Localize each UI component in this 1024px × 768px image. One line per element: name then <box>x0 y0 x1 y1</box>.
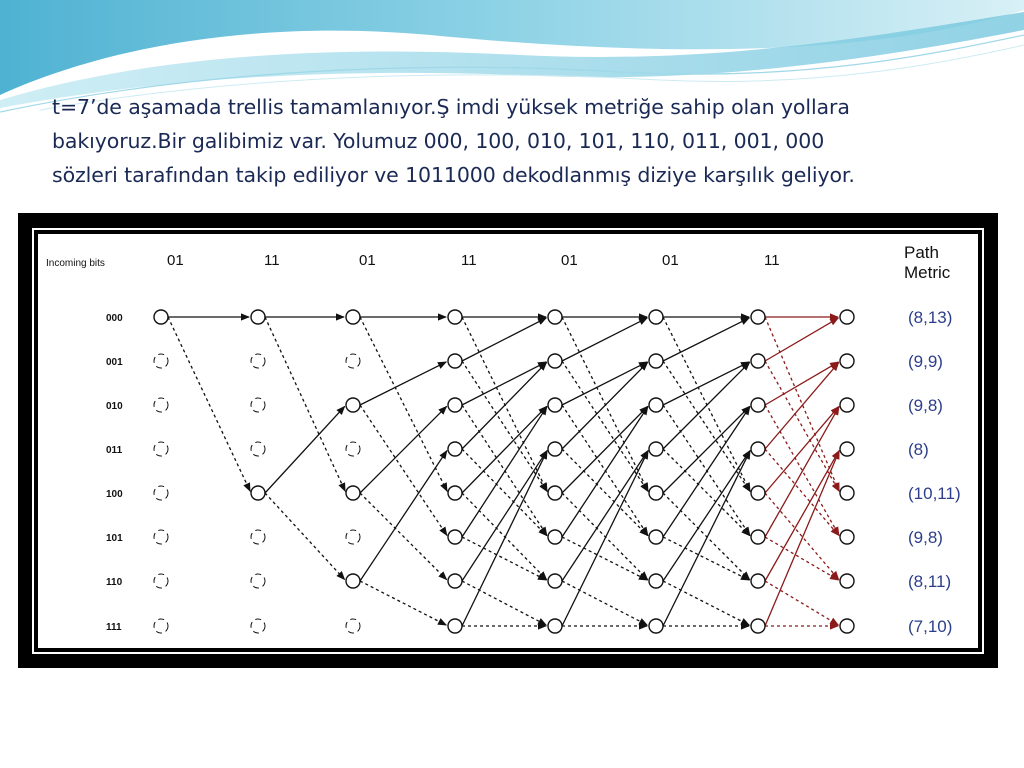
path-metric-110: (8,11) <box>908 572 952 591</box>
trellis-node-t7-s100 <box>840 486 854 500</box>
slide-text-line-2: bakıyoruz.Bir galibimiz var. Yolumuz 000, 100, 010, 101, 110, 011, 001, 000 <box>52 129 825 153</box>
state-label-110: 110 <box>106 577 123 588</box>
trellis-node-t3-s010 <box>448 398 462 412</box>
trellis-node-t1-s011 <box>251 442 265 456</box>
trellis-node-t4-s001 <box>548 354 562 368</box>
trellis-node-t4-s000 <box>548 310 562 324</box>
trellis-node-t7-s000 <box>840 310 854 324</box>
trellis-node-t4-s110 <box>548 574 562 588</box>
incoming-bit-3: 11 <box>461 252 477 269</box>
trellis-node-t4-s111 <box>548 619 562 633</box>
slide-text-line-3: sözleri tarafından takip ediliyor ve 1011000 dekodlanmış diziye karşılık geliyor. <box>52 163 855 187</box>
trellis-node-t1-s000 <box>251 310 265 324</box>
trellis-node-t6-s100 <box>751 486 765 500</box>
trellis-node-t7-s010 <box>840 398 854 412</box>
trellis-node-t1-s100 <box>251 486 265 500</box>
trellis-node-t2-s100 <box>346 486 360 500</box>
trellis-node-t0-s000 <box>154 310 168 324</box>
incoming-bit-4: 01 <box>561 252 578 269</box>
trellis-node-t0-s110 <box>154 574 168 588</box>
trellis-node-t3-s110 <box>448 574 462 588</box>
trellis-node-t5-s001 <box>649 354 663 368</box>
trellis-node-t7-s111 <box>840 619 854 633</box>
trellis-node-t3-s001 <box>448 354 462 368</box>
path-metric-101: (9,8) <box>908 528 943 547</box>
incoming-bit-1: 11 <box>264 252 280 269</box>
state-label-011: 011 <box>106 445 123 456</box>
trellis-diagram <box>18 213 998 668</box>
trellis-node-t2-s110 <box>346 574 360 588</box>
trellis-node-t2-s111 <box>346 619 360 633</box>
trellis-node-t6-s011 <box>751 442 765 456</box>
trellis-node-t6-s110 <box>751 574 765 588</box>
trellis-node-t5-s110 <box>649 574 663 588</box>
trellis-node-t6-s010 <box>751 398 765 412</box>
path-metric-010: (9,8) <box>908 396 943 415</box>
trellis-node-t6-s001 <box>751 354 765 368</box>
incoming-bit-0: 01 <box>167 252 184 269</box>
trellis-node-t6-s101 <box>751 530 765 544</box>
trellis-node-t0-s101 <box>154 530 168 544</box>
state-label-000: 000 <box>106 313 123 324</box>
incoming-bit-6: 11 <box>764 252 780 269</box>
trellis-node-t2-s010 <box>346 398 360 412</box>
trellis-node-t3-s011 <box>448 442 462 456</box>
trellis-node-t0-s011 <box>154 442 168 456</box>
trellis-node-t1-s001 <box>251 354 265 368</box>
trellis-node-t5-s101 <box>649 530 663 544</box>
incoming-bit-2: 01 <box>359 252 376 269</box>
trellis-node-t7-s011 <box>840 442 854 456</box>
trellis-node-t5-s010 <box>649 398 663 412</box>
trellis-node-t1-s010 <box>251 398 265 412</box>
trellis-node-t3-s111 <box>448 619 462 633</box>
trellis-node-t5-s111 <box>649 619 663 633</box>
state-label-101: 101 <box>106 533 123 544</box>
path-metric-100: (10,11) <box>908 484 961 503</box>
trellis-node-t7-s101 <box>840 530 854 544</box>
trellis-node-t7-s110 <box>840 574 854 588</box>
trellis-node-t5-s000 <box>649 310 663 324</box>
trellis-node-t4-s010 <box>548 398 562 412</box>
state-label-111: 111 <box>106 622 122 633</box>
state-label-001: 001 <box>106 357 123 368</box>
diagram-panel <box>38 234 978 648</box>
path-metric-000: (8,13) <box>908 308 953 327</box>
trellis-node-t4-s101 <box>548 530 562 544</box>
trellis-node-t0-s010 <box>154 398 168 412</box>
trellis-node-t1-s110 <box>251 574 265 588</box>
trellis-node-t5-s100 <box>649 486 663 500</box>
trellis-node-t2-s011 <box>346 442 360 456</box>
trellis-node-t7-s001 <box>840 354 854 368</box>
incoming-bit-5: 01 <box>662 252 679 269</box>
path-metric-111: (7,10) <box>908 617 953 636</box>
trellis-diagram-frame <box>18 213 998 668</box>
state-label-100: 100 <box>106 489 123 500</box>
path-metric-011: (8) <box>908 440 929 459</box>
trellis-node-t3-s000 <box>448 310 462 324</box>
trellis-node-t4-s100 <box>548 486 562 500</box>
trellis-node-t2-s001 <box>346 354 360 368</box>
path-metric-header-line-2: Metric <box>904 263 951 282</box>
path-metric-header-line-1: Path <box>904 243 939 262</box>
slide-text-line-1: t=7’de aşamada trellis tamamlanıyor.Ş imdi yüksek metriğe sahip olan yollara <box>52 95 850 119</box>
trellis-node-t1-s101 <box>251 530 265 544</box>
state-label-010: 010 <box>106 401 123 412</box>
trellis-node-t0-s100 <box>154 486 168 500</box>
trellis-node-t3-s101 <box>448 530 462 544</box>
trellis-node-t2-s000 <box>346 310 360 324</box>
trellis-node-t2-s101 <box>346 530 360 544</box>
trellis-node-t3-s100 <box>448 486 462 500</box>
slide-body-text <box>52 90 982 192</box>
trellis-node-t6-s111 <box>751 619 765 633</box>
trellis-node-t5-s011 <box>649 442 663 456</box>
trellis-node-t0-s001 <box>154 354 168 368</box>
trellis-node-t6-s000 <box>751 310 765 324</box>
trellis-node-t1-s111 <box>251 619 265 633</box>
trellis-node-t4-s011 <box>548 442 562 456</box>
incoming-bits-label: Incoming bits <box>46 258 105 269</box>
path-metric-001: (9,9) <box>908 352 943 371</box>
trellis-node-t0-s111 <box>154 619 168 633</box>
